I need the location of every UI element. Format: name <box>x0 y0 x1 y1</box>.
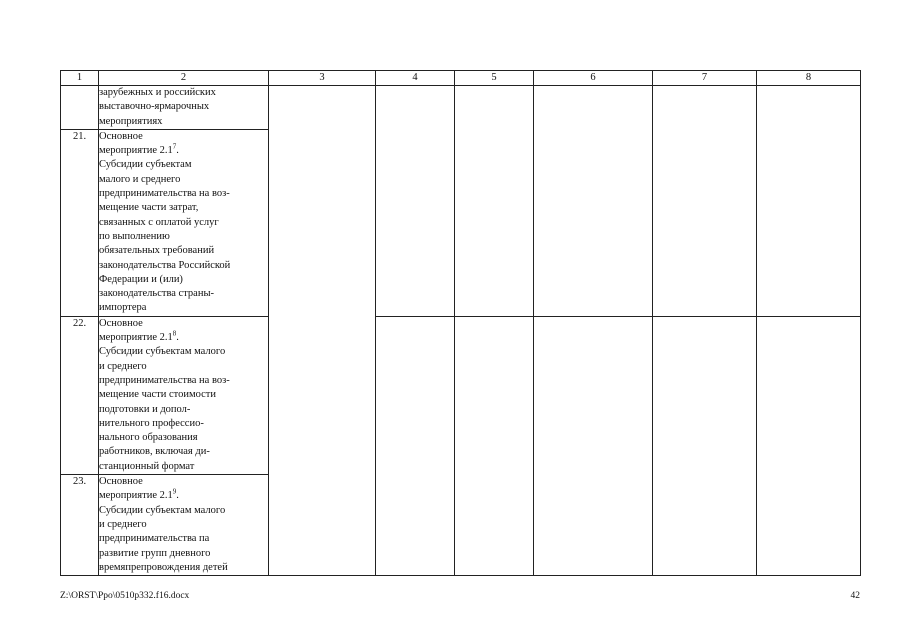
row-description <box>99 86 269 130</box>
description-line: Субсидии субъектам малого <box>99 504 226 516</box>
description-line: и среднего <box>99 518 147 530</box>
description-line: развитие групп дневного <box>99 547 211 559</box>
description-line: Субсидии субъектам малого <box>99 346 226 358</box>
row-number <box>61 86 99 130</box>
header-row <box>61 71 861 86</box>
col-header-7: 7 <box>653 71 757 86</box>
footnote-marker: 9 <box>172 487 177 496</box>
empty-cell-col-8 <box>757 86 861 317</box>
description-line: зарубежных и российских <box>99 87 216 98</box>
empty-cell-col-5 <box>455 86 534 317</box>
row-number: 21. <box>61 129 99 316</box>
empty-cell-col-5 <box>455 316 534 575</box>
description-line: малого и среднего <box>99 173 181 185</box>
empty-cell-col-4 <box>376 86 455 317</box>
row-description <box>99 316 269 474</box>
footnote-marker: 8 <box>172 329 177 338</box>
footer-file-path: Z:\ORST\Ppo\0510p332.f16.docx <box>60 591 190 601</box>
col-header-3: 3 <box>269 71 376 86</box>
row-number: 23. <box>61 475 99 576</box>
empty-cell-col-7 <box>653 316 757 575</box>
description-line: предпринимательства на воз- <box>99 374 230 386</box>
description-line: законодательства Российской <box>99 259 231 271</box>
empty-cell-col-8 <box>757 316 861 575</box>
description-line: обязательных требований <box>99 245 215 257</box>
col-header-4: 4 <box>376 71 455 86</box>
footer-page-number: 42 <box>850 591 860 601</box>
empty-cell-col-6 <box>534 316 653 575</box>
description-line: законодательства страны- <box>99 288 215 300</box>
row-number: 22. <box>61 316 99 474</box>
description-line <box>99 331 268 345</box>
description-line: и среднего <box>99 360 147 372</box>
description-line <box>99 144 268 158</box>
description-line: выставочно-ярмарочных <box>99 101 210 113</box>
description-line: предпринимательства на воз- <box>99 188 230 200</box>
table-row <box>61 316 861 474</box>
col-header-2: 2 <box>99 71 269 86</box>
empty-cell-col-3 <box>269 86 376 576</box>
empty-cell-col-7 <box>653 86 757 317</box>
col-header-5: 5 <box>455 71 534 86</box>
description-punct: . <box>176 490 179 502</box>
description-line: Основное <box>99 476 143 488</box>
col-header-8: 8 <box>757 71 861 86</box>
description-line: времяпрепровождения детей <box>99 561 228 573</box>
description-line: работников, включая ди- <box>99 446 210 458</box>
description-text: мероприятие 2.1 <box>99 145 173 157</box>
description-line: мероприятиях <box>99 115 163 127</box>
description-line <box>99 489 268 503</box>
row-description <box>99 475 269 576</box>
col-header-6: 6 <box>534 71 653 86</box>
description-line: Субсидии субъектам <box>99 159 192 171</box>
description-line: предпринимательства па <box>99 533 210 545</box>
description-line: импортера <box>99 302 147 314</box>
description-line: Федерации и (или) <box>99 273 183 285</box>
description-line: подготовки и допол- <box>99 403 191 415</box>
empty-cell-col-4 <box>376 316 455 575</box>
description-text: мероприятие 2.1 <box>99 332 173 344</box>
description-line: связанных с оплатой услуг <box>99 216 219 228</box>
description-punct: . <box>176 145 179 157</box>
description-line: Основное <box>99 130 143 142</box>
description-line: мещение части стоимости <box>99 389 217 401</box>
empty-cell-col-6 <box>534 86 653 317</box>
description-line: по выполнению <box>99 230 170 242</box>
description-line: станционный формат <box>99 460 195 472</box>
description-line: Основное <box>99 317 143 329</box>
col-header-1: 1 <box>61 71 99 86</box>
description-line: нительного профессио- <box>99 417 204 429</box>
footnote-marker: 7 <box>172 142 177 151</box>
table-body <box>61 86 861 576</box>
row-description <box>99 129 269 316</box>
description-text: мероприятие 2.1 <box>99 490 173 502</box>
table-row <box>61 86 861 130</box>
description-line: нального образования <box>99 432 198 444</box>
description-line: мещение части затрат, <box>99 202 199 214</box>
document-table <box>60 70 861 576</box>
description-punct: . <box>176 332 179 344</box>
